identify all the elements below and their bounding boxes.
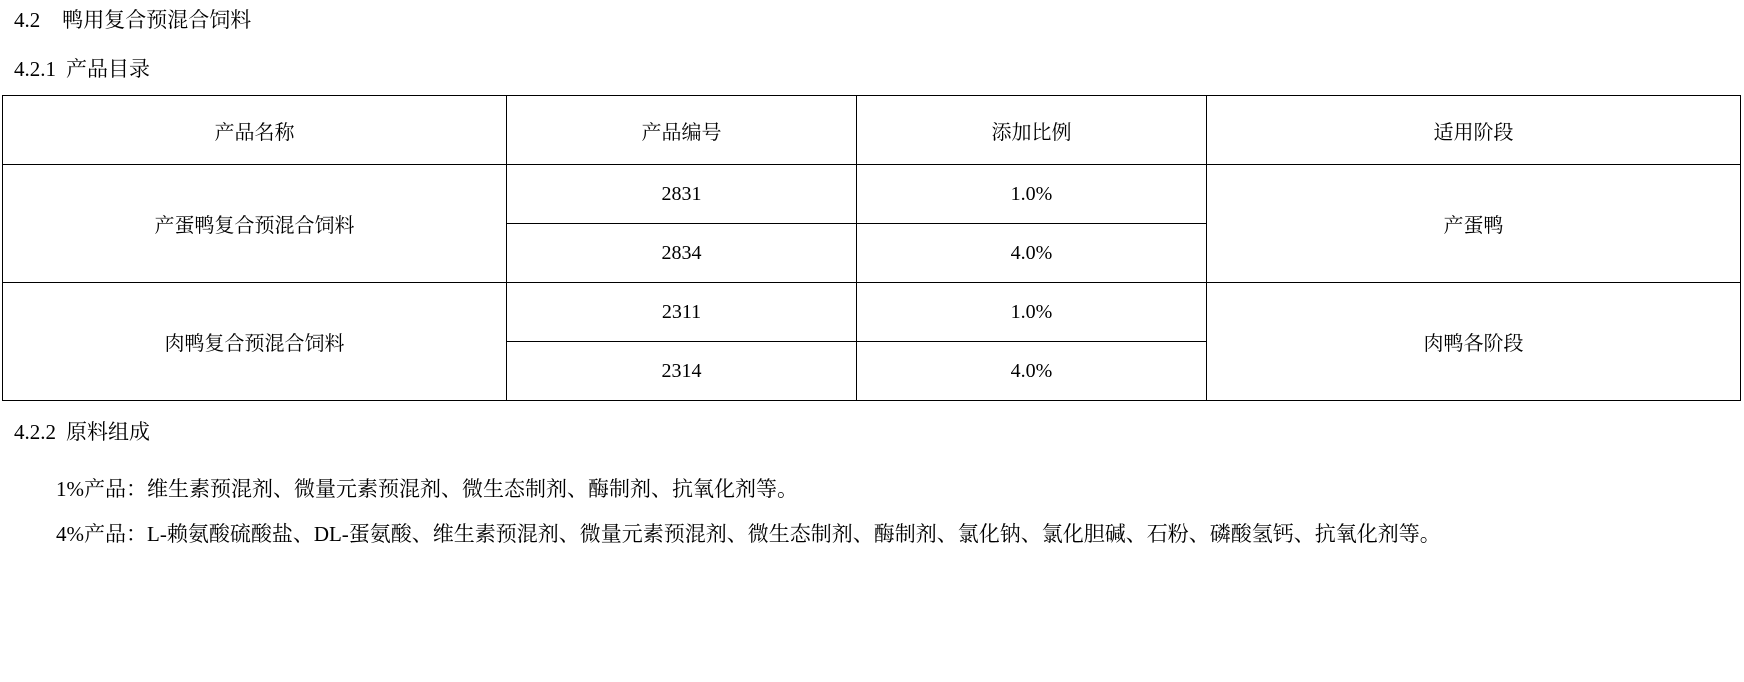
product-catalog-table [2,95,1741,401]
section-number-4-2-1: 4.2.1 [14,57,56,81]
cell-addition-ratio: 1.0% [857,165,1207,224]
cell-addition-ratio: 4.0% [857,224,1207,283]
cell-product-code: 2311 [507,283,857,342]
section-number-4-2-2: 4.2.2 [14,420,56,444]
cell-applicable-stage: 肉鸭各阶段 [1207,283,1741,401]
cell-product-code: 2834 [507,224,857,283]
section-number-4-2: 4.2 [14,8,41,32]
cell-product-name: 产蛋鸭复合预混合饲料 [3,165,507,283]
section-title-4-2-1: 产品目录 [66,57,150,81]
paragraph-1-percent-ingredients: 1%产品：维生素预混剂、微量元素预混剂、微生态制剂、酶制剂、抗氧化剂等。 [56,477,798,501]
cell-product-code: 2831 [507,165,857,224]
table-header-row [3,96,1741,165]
cell-applicable-stage: 产蛋鸭 [1207,165,1741,283]
cell-addition-ratio: 4.0% [857,342,1207,401]
section-title-4-2-2: 原料组成 [66,420,150,444]
table-row [3,283,1741,342]
section-heading-4-2-2 [14,420,150,445]
section-heading-4-2-1 [14,57,150,82]
paragraph-4-percent-ingredients: 4%产品：L-赖氨酸硫酸盐、DL-蛋氨酸、维生素预混剂、微量元素预混剂、微生态制剂、酶制剂、氯化钠、氯化胆碱、石粉、磷酸氢钙、抗氧化剂等。 [56,522,1441,546]
cell-addition-ratio: 1.0% [857,283,1207,342]
column-header-product-code: 产品编号 [507,96,857,165]
section-title-4-2: 鸭用复合预混合饲料 [62,8,252,32]
section-heading-4-2 [14,8,251,33]
column-header-addition-ratio: 添加比例 [857,96,1207,165]
cell-product-name: 肉鸭复合预混合饲料 [3,283,507,401]
column-header-applicable-stage: 适用阶段 [1207,96,1741,165]
table-row [3,165,1741,224]
column-header-product-name: 产品名称 [3,96,507,165]
cell-product-code: 2314 [507,342,857,401]
